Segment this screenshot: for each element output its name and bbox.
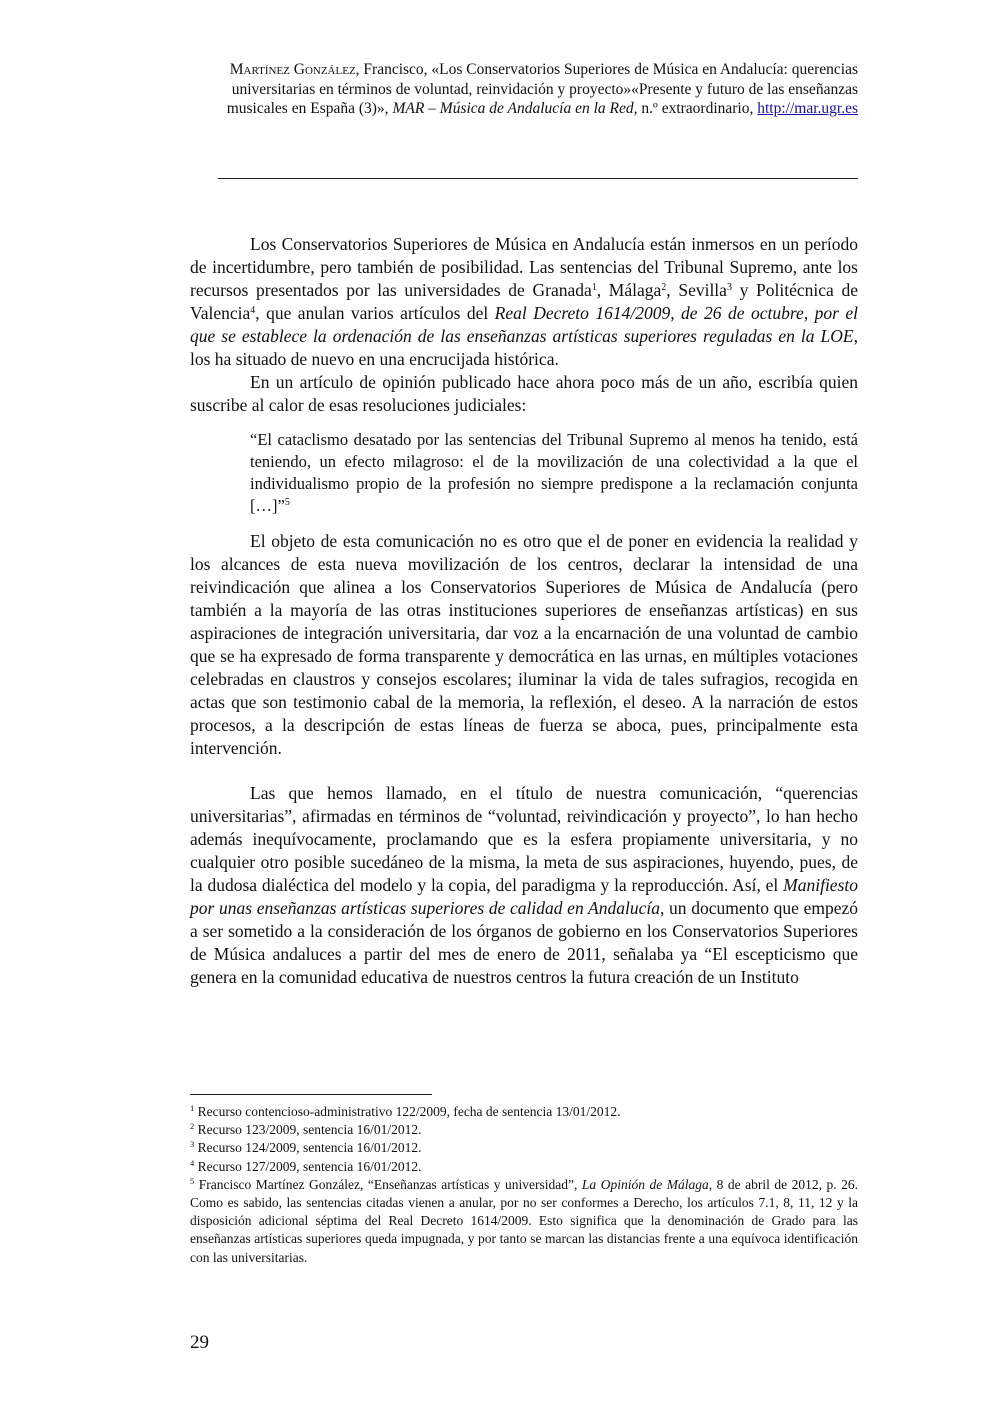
paragraph-2: En un artículo de opinión publicado hace ahora poco más de un año, escribía quien suscribe al calor de esas resoluciones judiciales: bbox=[190, 372, 858, 415]
paragraph-1 bbox=[190, 233, 858, 371]
page-number: 29 bbox=[190, 1332, 209, 1353]
footnote-5-number: 5 bbox=[190, 1175, 195, 1186]
footnote-2 bbox=[190, 1121, 858, 1139]
footnote-5-newspaper: La Opinión de Málaga bbox=[581, 1176, 709, 1192]
footnote-5 bbox=[190, 1176, 858, 1267]
p4-text-a: Las que hemos llamado, en el título de nuestra comunicación, “querencias universitarias”, afirmadas en términos de “voluntad, reivindicación y proyecto”, lo han hecho además inequívocamente, proclamando que es la esfera propiamente universitaria, y no cualquier otro posible sucedáneo de la misma, la meta de sus aspiraciones, huyendo, pues, de la dudosa dialéctica del modelo y la copia, del paradigma y la reproducción. Así, el bbox=[190, 783, 858, 895]
p1-text-b: , Málaga bbox=[596, 280, 662, 300]
footnote-1 bbox=[190, 1103, 858, 1121]
header-rule bbox=[218, 178, 858, 179]
p1-decree-title: Real Decreto 1614/2009, de 26 de octubre, por el que se establece la ordenación de las enseñanzas artísticas superiores reguladas en la LOE bbox=[190, 303, 858, 346]
footnote-ref-2[interactable]: 2 bbox=[661, 282, 667, 293]
footnote-5-text-b: , 8 de abril de 2012, p. 26. Como es sabido, las sentencias citadas vienen a anular, por no ser conformes a Derecho, los artículos 7.1, 8, 11, 12 y la disposición adicional séptima del Real Decreto 1614/2009. Esto significa que la denominación de Grado para las enseñanzas artísticas superiores queda impugnada, y por tanto se marcan las distancias frente a una equívoca identificación con las universitarias. bbox=[190, 1176, 858, 1265]
p1-text-d: y Politécnica de Valencia bbox=[190, 280, 858, 323]
header-url-link[interactable]: http://mar.ugr.es bbox=[757, 100, 858, 117]
header-issue: n.º extraordinario, bbox=[637, 100, 758, 117]
footnote-2-text: Recurso 123/2009, sentencia 16/01/2012. bbox=[194, 1122, 422, 1138]
footnote-rule bbox=[190, 1094, 432, 1095]
footnote-3-text: Recurso 124/2009, sentencia 16/01/2012. bbox=[194, 1140, 422, 1156]
footnote-ref-3[interactable]: 3 bbox=[726, 282, 732, 293]
p1-text-c: , Sevilla bbox=[666, 280, 727, 300]
footnote-ref-4[interactable]: 4 bbox=[250, 305, 256, 316]
footnote-4-number: 4 bbox=[190, 1157, 195, 1168]
p1-text-f: , los ha situado de nuevo en una encrucijada histórica. bbox=[190, 326, 858, 369]
p1-text-e: , que anulan varios artículos del bbox=[255, 303, 495, 323]
footnote-4 bbox=[190, 1158, 858, 1176]
footnote-ref-1[interactable]: 1 bbox=[591, 282, 597, 293]
p4-manifesto-title: Manifiesto por unas enseñanzas artísticas superiores de calidad en Andalucía bbox=[190, 875, 858, 918]
paragraph-3: El objeto de esta comunicación no es otro que el de poner en evidencia la realidad y los alcances de esta nueva movilización de los centros, declarar la intensidad de una reivindicación que alinea a los Conservatorios Superiores de Música de Andalucía (pero también a la mayoría de las otras instituciones superiores de enseñanzas artísticas) en sus aspiraciones de integración universitaria, dar voz a la encarnación de una voluntad de cambio que se ha expresado de forma transparente y democrática en las urnas, en múltiples votaciones celebradas en claustros y consejos escolares; iluminar la vida de tales sufragios, recogida en actas que son testimonio cabal de la memoria, la reflexión, el deseo. A la narración de estos procesos, a la descripción de estas líneas de fuerza se aboca, pues, principalmente esta intervención. bbox=[190, 531, 858, 758]
footnote-4-text: Recurso 127/2009, sentencia 16/01/2012. bbox=[194, 1158, 422, 1174]
header-citation: , Francisco, «Los Conservatorios Superiores de Música en Andalucía: querencias universitarias en términos de voluntad, reinvidación y proyecto»«Presente y futuro de las enseñanzas musicales en España (3)», bbox=[226, 61, 858, 117]
block-quote bbox=[250, 429, 858, 517]
footnote-3 bbox=[190, 1139, 858, 1157]
footnote-1-number: 1 bbox=[190, 1103, 195, 1113]
footnote-2-number: 2 bbox=[190, 1121, 195, 1132]
running-header bbox=[190, 60, 858, 119]
footnote-5-text-a: Francisco Martínez González, “Enseñanzas artísticas y universidad”, bbox=[194, 1176, 582, 1192]
p1-text-a: Los Conservatorios Superiores de Música en Andalucía están inmersos en un período de incertidumbre, pero también de posibilidad. Las sentencias del Tribunal Supremo, ante los recursos presentados por las universidades de Granada bbox=[190, 234, 858, 300]
main-text bbox=[190, 233, 858, 989]
header-author: Martínez González bbox=[229, 61, 356, 78]
footnote-3-number: 3 bbox=[190, 1139, 195, 1150]
header-journal: MAR – Música de Andalucía en la Red, bbox=[392, 100, 638, 117]
paragraph-4 bbox=[190, 782, 858, 989]
p4-text-b: , un documento que empezó a ser sometido a la consideración de los órganos de gobierno en los Conservatorios Superiores de Música andaluces a partir del mes de enero de 2011, señalaba ya “El escepticismo que genera en la comunidad educativa de nuestros centros la futura creación de un Instituto bbox=[190, 898, 858, 987]
footnote-ref-5[interactable]: 5 bbox=[284, 497, 290, 508]
footnote-1-text: Recurso contencioso-administrativo 122/2009, fecha de sentencia 13/01/2012. bbox=[194, 1104, 621, 1119]
quote-text: “El cataclismo desatado por las sentencias del Tribunal Supremo al menos ha tenido, está teniendo, un efecto milagroso: el de la movilización de una colectividad a la que el individualismo propio de la profesión no siempre predispone a la reclamación conjunta […]” bbox=[250, 430, 858, 515]
footnotes bbox=[190, 1103, 858, 1267]
